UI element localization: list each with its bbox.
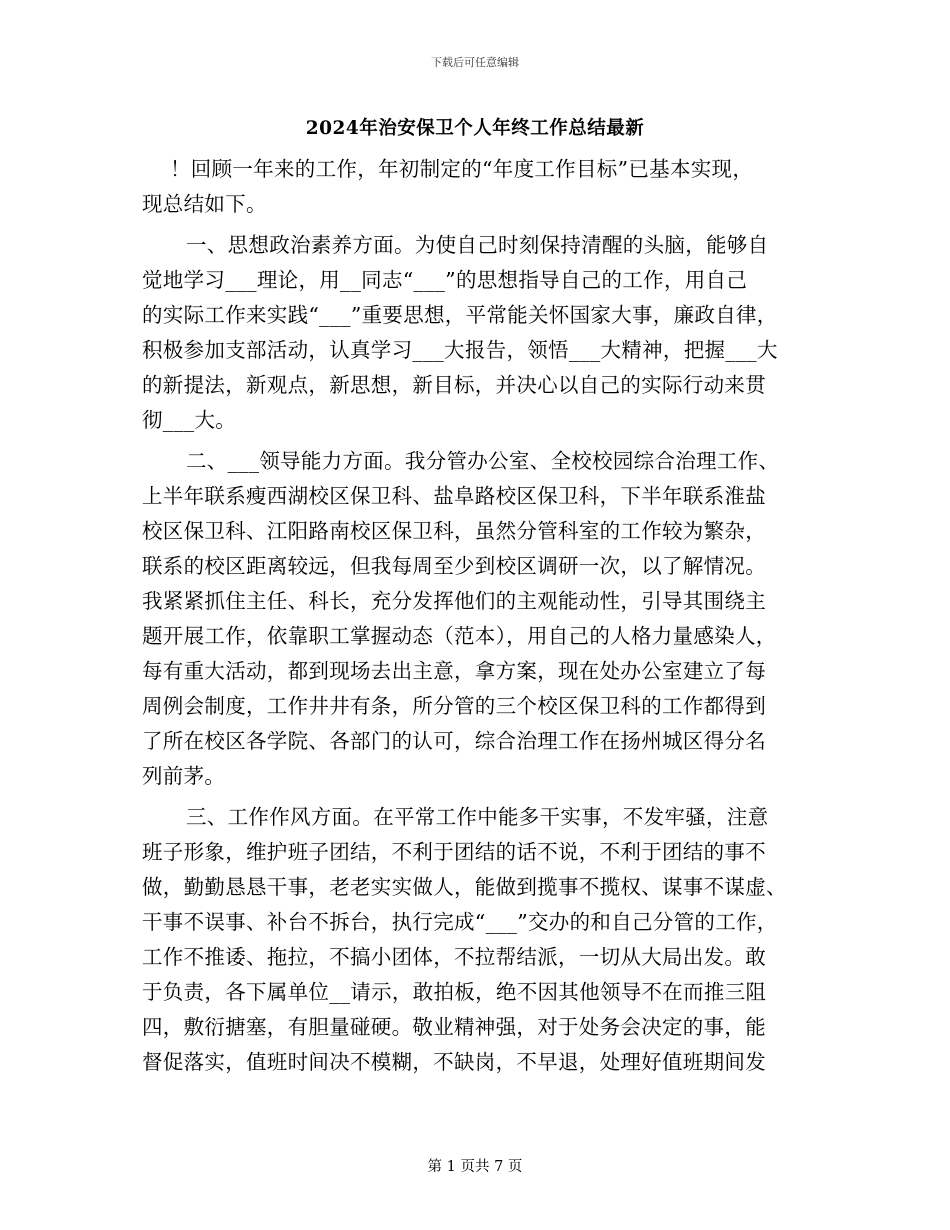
body-line: 了所在校区各学院、各部门的认可，综合治理工作在扬州城区得分名: [142, 729, 766, 753]
header-note: 下载后可任意编辑: [431, 56, 519, 69]
body-line: 的实际工作来实践“___”重要思想，平常能关怀国家大事，廉政自律，: [142, 303, 778, 327]
body-line: 班子形象，维护班子团结，不利于团结的话不说，不利于团结的事不: [142, 840, 766, 864]
body-line: 校区保卫科、江阳路南校区保卫科，虽然分管科室的工作较为繁杂，: [142, 519, 766, 543]
body-line: 现总结如下。: [142, 192, 267, 216]
body-line: 上半年联系瘦西湖校区保卫科、盐阜路校区保卫科，下半年联系淮盐: [142, 484, 766, 508]
body-line: 每有重大活动，都到现场去出主意，拿方案，现在处办公室建立了每: [142, 659, 766, 683]
body-line: ！回顾一年来的工作，年初制定的“年度工作目标”已基本实现，: [170, 157, 754, 181]
body-line: 觉地学习___理论，用__同志“___”的思想指导自己的工作，用自己: [142, 268, 748, 292]
body-line: 周例会制度，工作井井有条，所分管的三个校区保卫科的工作都得到: [142, 694, 766, 718]
page-number-footer: 第 1 页共 7 页: [427, 1159, 523, 1175]
body-line: 督促落实，值班时间决不模糊，不缺岗，不早退，处理好值班期间发: [142, 1050, 766, 1074]
body-line: 二、___领导能力方面。我分管办公室、全校校园综合治理工作、: [186, 449, 780, 473]
body-line: 一、思想政治素养方面。为使自己时刻保持清醒的头脑，能够自: [186, 233, 769, 257]
body-line: 干事不误事、补台不拆台，执行完成“___”交办的和自己分管的工作，: [142, 910, 778, 934]
body-line: 于负责，各下属单位__请示，敢拍板，绝不因其他领导不在而推三阻: [142, 980, 767, 1004]
body-line: 的新提法，新观点，新思想，新目标，并决心以自己的实际行动来贯: [142, 373, 766, 397]
body-line: 工作不推诿、拖拉，不搞小团体，不拉帮结派，一切从大局出发。敢: [142, 945, 766, 969]
body-line: 我紧紧抓住主任、科长，充分发挥他们的主观能动性，引导其围绕主: [142, 589, 766, 613]
body-line: 列前茅。: [142, 764, 226, 788]
body-line: 题开展工作，依靠职工掌握动态（范本），用自己的人格力量感染人，: [142, 624, 777, 648]
body-line: 彻___大。: [142, 408, 237, 432]
body-line: 积极参加支部活动，认真学习___大报告，领悟___大精神，把握___大: [142, 338, 778, 362]
body-line: 联系的校区距离较远，但我每周至少到校区调研一次，以了解情况。: [142, 554, 766, 578]
body-line: 做，勤勤恳恳干事，老老实实做人，能做到揽事不揽权、谋事不谋虚、: [142, 875, 787, 899]
document-title: 2024年治安保卫个人年终工作总结最新: [305, 118, 645, 139]
body-line: 三、工作作风方面。在平常工作中能多干实事，不发牢骚，注意: [186, 805, 769, 829]
body-line: 四，敷衍搪塞，有胆量碰硬。敬业精神强，对于处务会决定的事，能: [142, 1015, 766, 1039]
